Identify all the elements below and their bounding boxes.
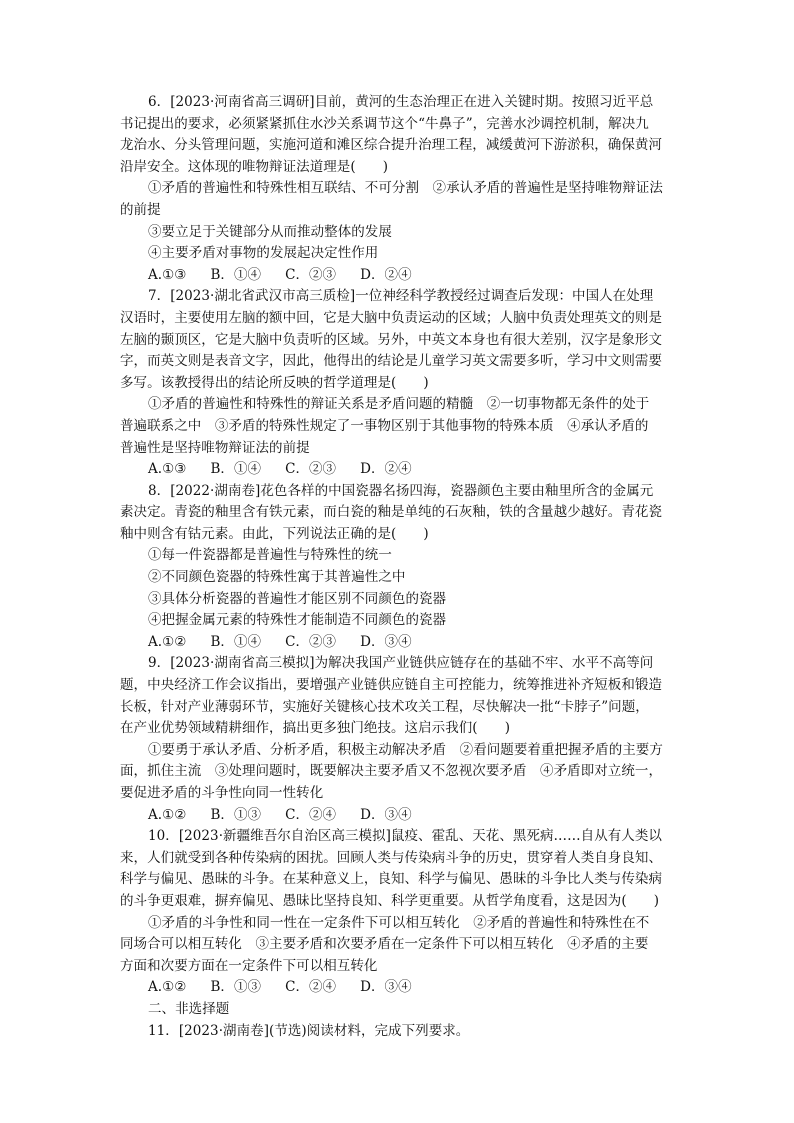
choice-c: C．②③	[285, 461, 337, 478]
choice-b: B．①④	[210, 461, 262, 478]
choice-d: D．②④	[360, 266, 412, 283]
option-line: ①矛盾的斗争性和同一性在一定条件下可以相互转化 ②矛盾的普遍性和特殊性在不	[148, 914, 650, 931]
option-line: ①矛盾的普遍性和特殊性相互联结、不可分割 ②承认矛盾的普遍性是坚持唯物辩证法	[148, 180, 663, 197]
option-line: ①矛盾的普遍性和特殊性的辩证关系是矛盾问题的精髓 ②一切事物都无条件的处于	[148, 396, 650, 413]
option-line: 同场合可以相互转化 ③主要矛盾和次要矛盾在一定条件下可以相互转化 ④矛盾的主要	[120, 936, 649, 953]
choice-d: D．②④	[360, 461, 412, 478]
choice-c: C．②④	[285, 806, 337, 823]
choice-a: A.①②	[148, 979, 187, 996]
question-7	[120, 286, 690, 480]
question-stem-line: 的斗争更艰难，摒弃偏见、愚昧比坚持良知、科学更重要。从哲学角度看，这是因为( )	[120, 892, 660, 909]
option-line: ③具体分析瓷器的普遍性才能区别不同颜色的瓷器	[148, 590, 447, 607]
answer-choices	[120, 977, 690, 999]
question-stem-line: 字，而英文则是表音文字，因此，他得出的结论是儿童学习英文需要多听，学习中文则需要	[120, 353, 662, 370]
question-stem-line: 左脑的颞顶区，它是大脑中负责听的区域。另外，中英文本身也有很大差别，汉字是象形文	[120, 331, 662, 348]
question-stem-line: 素决定。青瓷的釉里含有铁元素，而白瓷的釉是单纯的石灰釉，铁的含量越少越好。青花瓷	[120, 504, 662, 521]
question-stem-line: 釉中则含有钴元素。由此，下列说法正确的是( )	[120, 525, 429, 542]
option-line: ④主要矛盾对事物的发展起决定性作用	[148, 245, 379, 262]
question-stem-line: 10．[2023·新疆维吾尔自治区高三模拟]鼠疫、霍乱、天花、黑死病……自从有人类以	[148, 828, 662, 845]
choice-d: D．③④	[360, 979, 412, 996]
question-stem-line: 来，人们就受到各种传染病的困扰。回顾人类与传染病斗争的历史，贯穿着人类自身良知、	[120, 849, 662, 866]
question-stem-line: 题，中央经济工作会议指出，要增强产业链供应链自主可控能力，统筹推进补齐短板和锻造	[120, 677, 662, 694]
choice-a: A.①③	[148, 266, 187, 283]
choice-a: A.①②	[148, 633, 187, 650]
option-line: ③要立足于关键部分从而推动整体的发展	[148, 223, 392, 240]
choice-d: D．③④	[360, 633, 412, 650]
answer-choices	[120, 805, 690, 827]
option-line: 的前提	[120, 201, 161, 218]
answer-choices	[120, 459, 690, 481]
question-stem-line: 沿岸安全。这体现的唯物辩证法道理是( )	[120, 158, 389, 175]
option-line: 面，抓住主流 ③处理问题时，既要解决主要矛盾又不忽视次要矛盾 ④矛盾即对立统一，	[120, 763, 662, 780]
option-line: 普遍联系之中 ③矛盾的特殊性规定了一事物区别于其他事物的特殊本质 ④承认矛盾的	[120, 417, 649, 434]
question-stem-line: 6．[2023·河南省高三调研]目前，黄河的生态治理正在进入关键时期。按照习近平总	[148, 94, 654, 110]
option-line: 要促进矛盾的斗争性向同一性转化	[120, 785, 324, 801]
question-stem-line: 科学与偏见、愚昧的斗争。在某种意义上，良知、科学与偏见、愚昧的斗争比人类与传染病	[120, 871, 662, 888]
choice-b: B．①③	[210, 806, 262, 823]
question-stem-line: 长板，针对产业薄弱环节，实施好关键核心技术攻关工程，尽快解决一批“卡脖子”问题，	[120, 698, 649, 715]
question-stem-line: 8．[2022·湖南卷]花色各样的中国瓷器名扬四海，瓷器颜色主要由釉里所含的金属元	[148, 482, 654, 499]
section-heading: 二、非选择题	[148, 1000, 230, 1017]
choice-b: B．①④	[210, 266, 262, 283]
document-page	[120, 92, 690, 1042]
choice-a: A.①②	[148, 806, 187, 823]
choice-d: D．③④	[360, 806, 412, 823]
choice-c: C．②③	[285, 266, 337, 283]
choice-b: B．①④	[210, 633, 262, 650]
choice-c: C．②③	[285, 633, 337, 650]
choice-c: C．②④	[285, 979, 337, 996]
question-9	[120, 653, 690, 826]
question-stem-line: 龙治水、分头管理问题，实施河道和滩区综合提升治理工程，减缓黄河下游淤积，确保黄河	[120, 137, 662, 154]
answer-choices	[120, 632, 690, 654]
option-line: ④把握金属元素的特殊性才能制造不同颜色的瓷器	[148, 612, 447, 629]
question-8	[120, 481, 690, 654]
choice-a: A.①③	[148, 461, 187, 478]
answer-choices	[120, 265, 690, 287]
question-10	[120, 826, 690, 999]
question-11: 11．[2023·湖南卷](节选)阅读材料，完成下列要求。	[148, 1022, 470, 1039]
question-stem-line: 7．[2023·湖北省武汉市高三质检]一位神经科学教授经过调查后发现：中国人在处理	[148, 288, 654, 305]
option-line: ①要勇于承认矛盾、分析矛盾，积极主动解决矛盾 ②看问题要着重把握矛盾的主要方	[148, 741, 663, 758]
option-line: 普遍性是坚持唯物辩证法的前提	[120, 439, 310, 456]
question-stem-line: 书记提出的要求，必须紧紧抓住水沙关系调节这个“牛鼻子”，完善水沙调控机制，解决九	[120, 115, 649, 132]
option-line: ①每一件瓷器都是普遍性与特殊性的统一	[148, 547, 392, 564]
question-stem-line: 多写。该教授得出的结论所反映的哲学道理是( )	[120, 374, 429, 391]
question-6	[120, 92, 690, 286]
question-stem-line: 在产业优势领域精耕细作，搞出更多独门绝技。这启示我们( )	[120, 720, 511, 737]
question-stem-line: 汉语时，主要使用左脑的额中回，它是大脑中负责运动的区域；人脑中负责处理英文的则是	[120, 309, 662, 326]
option-line: 方面和次要方面在一定条件下可以相互转化	[120, 957, 378, 974]
option-line: ②不同颜色瓷器的特殊性寓于其普遍性之中	[148, 569, 406, 586]
choice-b: B．①③	[210, 979, 262, 996]
question-stem-line: 9．[2023·湖南省高三模拟]为解决我国产业链供应链存在的基础不牢、水平不高等问	[148, 655, 654, 672]
